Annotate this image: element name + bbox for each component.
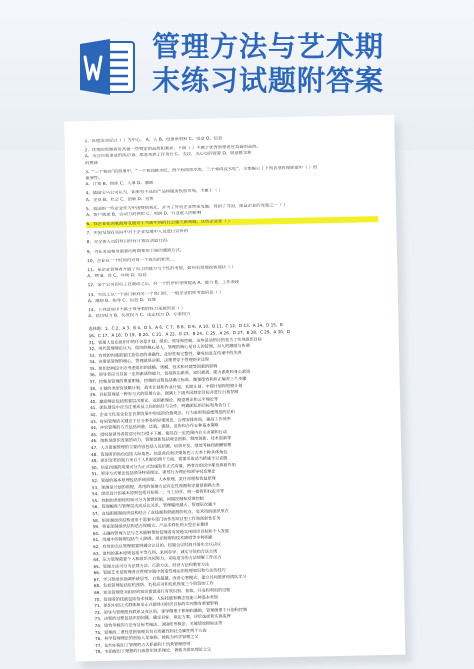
answer-line: 50、信息沟通的渠道可分为正式沟通和非正式沟通，两者在组织中都发挥着作用 [91, 461, 236, 470]
answer-line: 64、压力管理需要个人和组织共同努力，采取适当的方法缓解工作压力 [93, 554, 222, 563]
question-line: A、物 B、资 C、环境 D、信息 [87, 273, 147, 280]
question-line: 9、当任务是相对重要的时期使用下面的激励方式。 [86, 247, 185, 255]
answer-line: 49、组织变革的阻力来自个人和组织两个方面，需要采取适当措施予以克服 [91, 455, 228, 464]
question-line: 12、某个公司的员工在调动之后，有一个的评价等级提高 A、能力 B、工作表现 [87, 280, 240, 289]
answer-line: 63、谈判的基本原则包括平等互利、求同存异、诚实守信和合法合规 [93, 548, 218, 556]
answer-line: 72、领导与管理既有联系又有区别，领导侧重于影响和激励，管理侧重于计划和控制 [94, 606, 248, 615]
answer-line: 74、绩效考核的方法有目标考核法、360度考核法、关键绩效指标法等 [94, 620, 223, 629]
answer-line: 77、法约尔提出了管理的五大职能和十四条管理原则 [95, 640, 191, 648]
answer-line: 40、激励理论包括需要层次理论、双因素理论、期望理论和公平理论等 [89, 396, 219, 404]
question-line: A、关注自我事业的成功 B、愿意承担工作责任 C、关注，关心员的需要 D、愿意接受新 [84, 151, 252, 160]
question-line: 3、“三个和尚”的故事中，“一个和尚挑水吃，两个和尚抬水吃，三个和尚没水吃”，主要揭示了下列各项管理职能中（ ）的 [85, 165, 318, 175]
answer-line: 71、组织中的正式群体和非正式群体对组织目标的实现都有重要影响 [94, 600, 219, 609]
answer-line: 55、控制的类型按时间可分为前馈控制、同期控制和反馈控制 [92, 495, 204, 503]
answer-line: 62、有效的会议管理需要明确会议目的、控制会议时间并落实会议决议 [93, 541, 222, 550]
question-line: 10、企业在一个时间内对每一个成员的职责... [87, 257, 175, 264]
answer-line: 69、知识管理是对组织的知识资源进行有效识别、获取、开发和利用的过程 [93, 587, 231, 596]
answer-line: 选择题：1、C 2、A 3、B 4、D 5、A 6、C 7、B 8、D 9、A 10、B 11、C 12、D 13、A 14、D 15、B [88, 322, 283, 332]
question-line: 1、管理活动应以（ ）为中心。 A、人 B、设备原材料 C、资金 D、信息 [84, 136, 223, 145]
answer-line: 48、管理者的角色包括人际角色、信息角色和决策角色三大类十种具体角色 [91, 448, 228, 457]
question-line: 13、当员工从一个部门转到另一个部门时，一般企业组织考虑的是（ ） [87, 289, 224, 298]
answer-line: 51、领导方式理论包括领导特质理论、领导行为理论和领导权变理论 [91, 468, 216, 477]
answer-line: 54、组织设计的基本原则包括目标统一、分工协作、统一指挥和权责对等 [91, 488, 225, 497]
answer-line: 68、危机管理包括危机预防、危机应对和危机恢复三个阶段的工作 [93, 581, 214, 589]
answer-line: 52、管理的基本原理包括系统原理、人本原理、责任原理和效益原理 [91, 475, 216, 484]
answer-line: 44、冲突管理的方式包括回避、迁就、强制、妥协和合作五种基本策略 [90, 422, 219, 431]
answer-line: 70、管理者的技能包括技术技能、人际技能和概念技能三种基本类型 [94, 594, 219, 602]
question-line: 的挑战 [84, 160, 98, 166]
answer-line: 58、矩阵制组织结构适用于需要多部门协作的项目型工作和创新性任务 [92, 514, 221, 523]
question-line: 7、实验发现在实际中对于企业发展中人员进行宣传的 [86, 229, 189, 237]
answer-line: 65、管理方法可分为法律方法、行政方法、经济方法和教育方法 [93, 561, 210, 569]
document-preview [64, 115, 416, 669]
answer-line: 47、人力资源管理的主要内容包括人员招聘、培训开发、绩效考核和薪酬管理 [90, 442, 232, 451]
answer-line: 56、管理幅度与管理层次成反比关系，管理幅度越大，管理层次越少 [92, 501, 217, 510]
answer-line: 32、现代管理理论认为，组织的核心是人，管理的核心是对人的管理，对人的激励与协调 [88, 342, 250, 352]
question-line: A、客户需求 B、劳动力的供给 C、利润 D、行业进入的影响 [86, 210, 202, 219]
answer-line: 46、创新是组织发展的动力，管理创新包括观念创新、制度创新、技术创新等 [90, 435, 232, 444]
answer-line: 57、直线职能制组织结构结合了直线制和职能制的优点，是常用的组织形式 [92, 508, 229, 517]
answer-line: 39、目标管理是一种参与式的管理方法，强调上下级共同制定目标并进行自我控制 [89, 389, 239, 398]
question-line: 重要性。 [85, 175, 103, 182]
answer-line: 45、授权是领导者将部分权力授予下属，使其在一定范围内自主决策和行动 [90, 429, 227, 437]
title-line-1: 管理方法与艺术期 [152, 30, 385, 63]
answer-line: 66、管理艺术是管理者在管理实践中创造性地运用管理知识和方法的技巧 [93, 567, 226, 576]
question-line: 4、德国宝马公司认为，如果有不良的产品和服务投放市场，不属于（ ） [85, 188, 224, 197]
answer-line: 59、事业部制组织结构适合规模大、产品多样化的大型企业集团 [92, 521, 209, 530]
question-line: A、计划 B、组织 C、人事 D、激励 [85, 180, 154, 188]
question-line: 6、我企业在国家政府发展对于当前中国的社会重大新领域，这些企业家（ ） [86, 216, 378, 228]
answer-line: 78、韦伯提出了理想的行政组织体系理论，被称为组织理论之父 [95, 647, 212, 655]
answer-line: 35、组织结构设计应考虑组织的战略、规模、技术和环境等因素的影响 [89, 363, 218, 372]
question-line: A、惩罚权力 B、奖赏权力 C、法定权力 D、专家权力 [88, 312, 191, 320]
answer-line: 34、决策是管理的核心，管理就是决策，决策贯穿于管理的全过程 [89, 356, 210, 365]
question-line: A、激励 B、指导 C、信息 D、管理 [87, 297, 156, 304]
title-line-2: 末练习试题附答案 [152, 64, 385, 97]
answer-line: 41、团队建设中应当注重成员之间的信任与合作，明确团队的目标和角色分工 [90, 402, 231, 411]
answer-line: 53、预测是计划的前提，常用的预测方法有定性预测和定量预测两大类 [91, 482, 220, 490]
answer-line: 73、决策的过程包括识别问题、确定目标、拟定方案、评价选择和实施监督 [94, 613, 231, 622]
answer-line: 42、企业文化是企业在长期发展中形成的价值观念、行为准则和道德规范的总和 [90, 409, 235, 418]
answer-line: 16、C 17、A 18、D 19、B 20、C 21、A 22、D 23、B 24、C 25、A 26、D 27、B 28、C 29、A 30、D [88, 328, 291, 339]
answer-line: 31、管理人员在组织中的任务是计划、组织、领导和控制，这些活动的目的是为了实现组织目标 [88, 336, 262, 345]
word-document-icon [76, 36, 138, 98]
question-line: 11、某企业管理者开展了员工的能力与个性的考察，如何有效地改善现状（ ） [87, 265, 236, 274]
answer-line: 75、管理的二重性是指管理具有自然属性和社会属性两个方面 [94, 627, 207, 635]
questions-section [85, 133, 381, 320]
answer-line: 36、领导者应当具备一定的素质和能力，包括政治素质、知识素质、能力素质和身心素质 [89, 369, 251, 378]
answer-line: 33、有效的沟通需要注意信息的准确性、及时性和完整性，避免信息在传递中的失真 [89, 349, 242, 358]
page-title [152, 30, 452, 98]
answer-line: 43、时间管理的关键在于区分事务的轻重缓急，合理安排时间，提高工作效率 [90, 415, 231, 424]
question-line: 8、对全体人员的有目的有计划活动进行的。 [86, 238, 172, 246]
answer-line: 37、控制是管理的重要职能，控制的过程包括确立标准、衡量绩效和纠正偏差三个步骤 [89, 375, 247, 385]
question-line: 2、优秀的管理者应具备一些特定的品质和素养，下面（ ）不属于优秀管理者应具备的品质。 [84, 144, 261, 154]
question-line: A、企业 B、社会 C、创新 D、宣传 [85, 196, 154, 203]
question-line: 5、我国的一些企业作为中国特别领先，并为了外资企业带来发展，得到了为国，保证企业的发展之一（ ） [85, 202, 288, 212]
answer-line: 76、科学管理理论的创始人是泰勒，被称为科学管理之父 [94, 634, 199, 642]
answer-line: 60、正确的管理方法与艺术能够帮助管理者有效地实现组织目标和个人发展 [92, 527, 230, 536]
answer-line: 38、计划的类型有战略计划、战术计划和作业计划，长期计划、中期计划和短期计划 [89, 382, 243, 391]
question-line: 14、下列选项中不属于领导者的权力来源的是（ ） [88, 306, 186, 314]
paper-sheet [64, 115, 405, 662]
answer-line: 67、学习型组织强调系统思考、自我超越、改善心智模式、建立共同愿景和团队学习 [93, 573, 247, 582]
answers-section [88, 320, 387, 656]
answer-line: 61、沟通中的障碍包括个人障碍、组织障碍和技术障碍等多种因素 [92, 534, 213, 543]
